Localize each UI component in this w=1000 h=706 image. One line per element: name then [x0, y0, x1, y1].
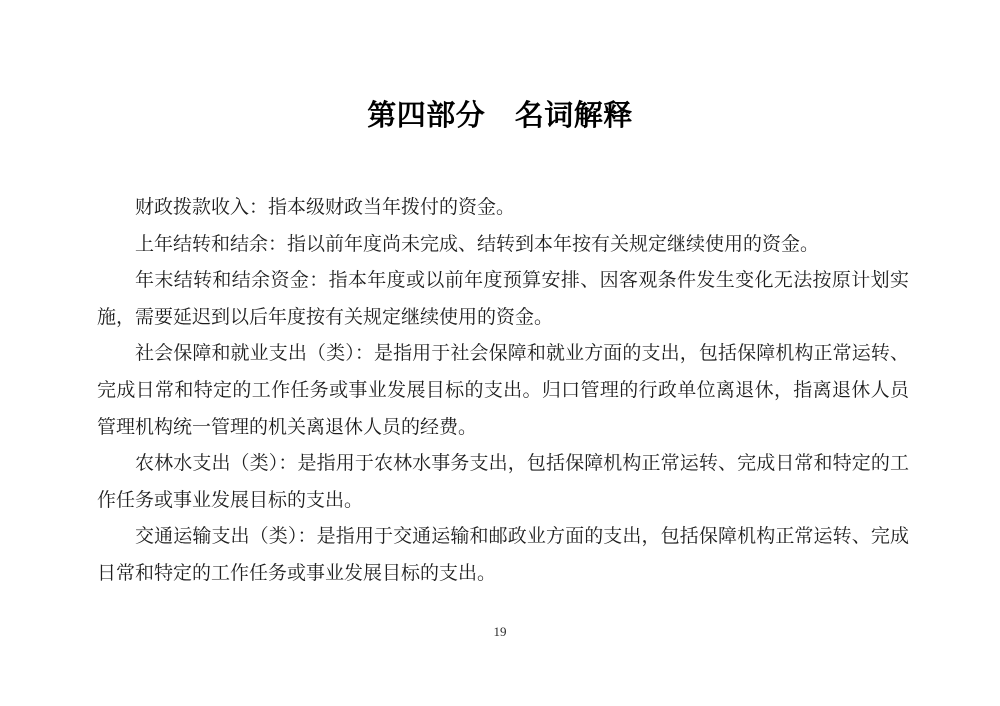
- paragraph-nonglinshui-zhichu: 农林水支出（类）：是指用于农林水事务支出，包括保障机构正常运转、完成日常和特定的工作任务或事业发展目标的支出。: [97, 453, 909, 511]
- page-title: 第四部分 名词解释: [367, 100, 633, 132]
- paragraph-shehui-baozhang-jiuye-zhichu: 社会保障和就业支出（类）：是指用于社会保障和就业方面的支出，包括保障机构正常运转、完成日常和特定的工作任务或事业发展目标的支出。归口管理的行政单位离退休，指离退休人员管理机构统一管理的机关离退休人员的经费。: [97, 343, 909, 438]
- paragraph-caizheng-bokuan-shouru: 财政拨款收入：指本级财政当年拨付的资金。: [135, 197, 516, 218]
- paragraph-jiaotong-yunshu-zhichu: 交通运输支出（类）：是指用于交通运输和邮政业方面的支出，包括保障机构正常运转、完成日常和特定的工作任务或事业发展目标的支出。: [97, 526, 909, 584]
- paragraph-nianmo-jiezhuan-jieyu-zijin: 年末结转和结余资金：指本年度或以前年度预算安排、因客观条件发生变化无法按原计划实施，需要延迟到以后年度按有关规定继续使用的资金。: [97, 270, 909, 328]
- paragraph-shangnian-jiezhuan-jieyu: 上年结转和结余：指以前年度尚未完成、结转到本年按有关规定继续使用的资金。: [135, 233, 820, 255]
- body-text: [97, 190, 909, 593]
- page-number: 19: [493, 624, 507, 639]
